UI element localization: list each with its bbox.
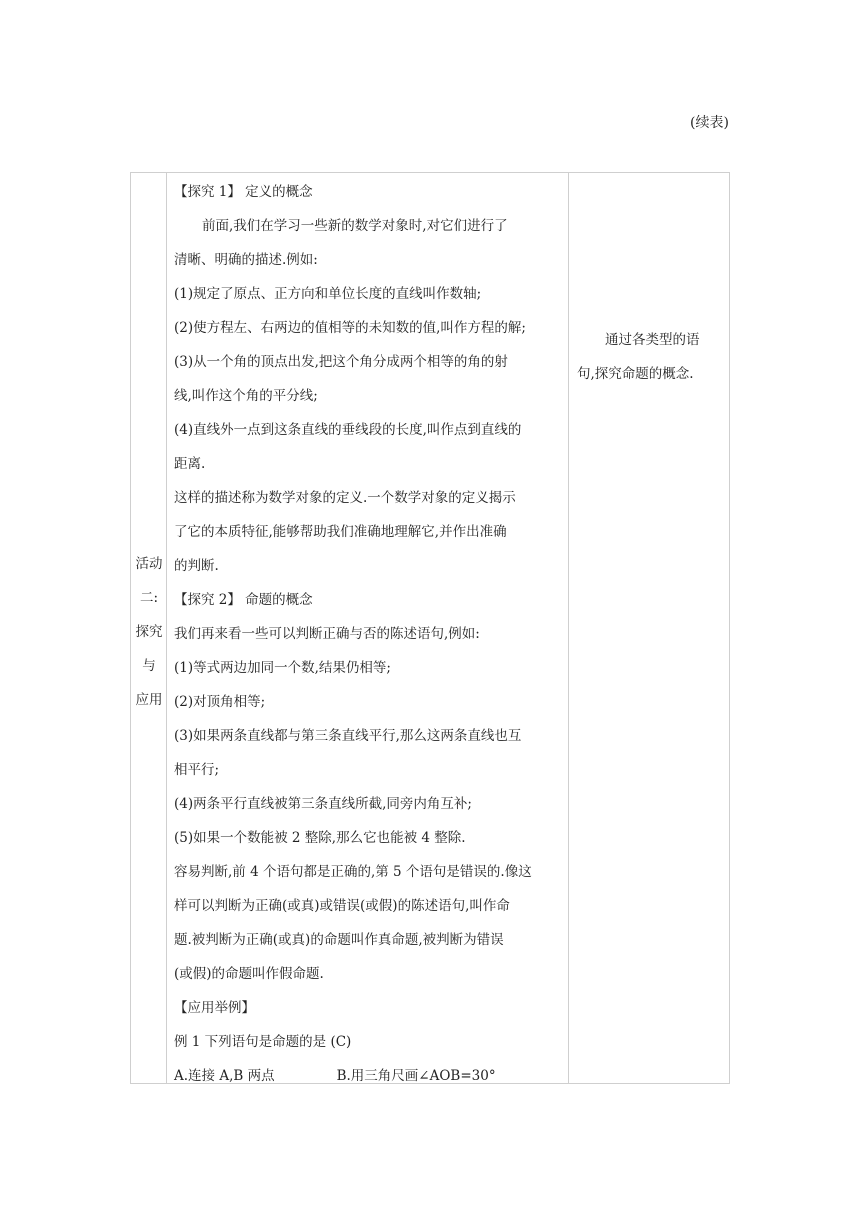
paragraph-line: 这样的描述称为数学对象的定义.一个数学对象的定义揭示 — [174, 490, 516, 506]
content-column — [167, 173, 569, 1083]
paragraph-line: 清晰、明确的描述.例如: — [174, 252, 318, 268]
paragraph-line: 前面,我们在学习一些新的数学对象时,对它们进行了 — [202, 218, 508, 234]
heading-explore-2: 【探究 2】 命题的概念 — [174, 592, 313, 608]
example-item: (5)如果一个数能被 2 整除,那么它也能被 4 整除. — [174, 830, 466, 846]
activity-label-line: 探究 — [135, 624, 163, 640]
activity-label-line: 活动 — [135, 556, 163, 572]
lesson-table — [130, 172, 730, 1084]
activity-label-line: 二: — [139, 590, 159, 606]
note-line: 句,探究命题的概念. — [577, 366, 694, 382]
activity-label-line: 应用 — [135, 692, 163, 708]
note-line: 通过各类型的语 — [605, 332, 700, 348]
example-item: (2)对顶角相等; — [174, 694, 266, 710]
paragraph-line: 的判断. — [174, 558, 219, 574]
heading-application: 【应用举例】 — [174, 1000, 255, 1016]
content-text — [174, 175, 564, 1093]
paragraph-line: 我们再来看一些可以判断正确与否的陈述语句,例如: — [174, 626, 480, 642]
option-a: A.连接 A,B 两点 — [174, 1068, 275, 1084]
paragraph-line: 题.被判断为正确(或真)的命题叫作真命题,被判断为错误 — [174, 932, 504, 948]
paragraph-line: 容易判断,前 4 个语句都是正确的,第 5 个语句是错误的.像这 — [174, 864, 532, 880]
heading-explore-1: 【探究 1】 定义的概念 — [174, 184, 313, 200]
options-row — [174, 1059, 564, 1093]
option-b: B.用三角尺画∠AOB=30° — [336, 1068, 496, 1084]
example-item: (4)两条平行直线被第三条直线所截,同旁内角互补; — [174, 796, 472, 812]
example-item: (1)规定了原点、正方向和单位长度的直线叫作数轴; — [174, 286, 482, 302]
example-item: (3)从一个角的顶点出发,把这个角分成两个相等的角的射 — [174, 354, 508, 370]
activity-label-line: 与 — [142, 658, 156, 674]
paragraph-line: 了它的本质特征,能够帮助我们准确地理解它,并作出准确 — [174, 524, 507, 540]
notes-column — [569, 173, 730, 1083]
activity-label — [131, 547, 167, 717]
paragraph-line: 样可以判断为正确(或真)或错误(或假)的陈述语句,叫作命 — [174, 898, 510, 914]
example-item: 距离. — [174, 456, 206, 472]
activity-column — [131, 173, 167, 1083]
question-stem: 例 1 下列语句是命题的是 (C) — [174, 1034, 352, 1050]
paragraph-line: (或假)的命题叫作假命题. — [174, 966, 324, 982]
example-item: 线,叫作这个角的平分线; — [174, 388, 318, 404]
continued-label: (续表) — [690, 115, 729, 131]
example-item: (3)如果两条直线都与第三条直线平行,那么这两条直线也互 — [174, 728, 522, 744]
example-item: (4)直线外一点到这条直线的垂线段的长度,叫作点到直线的 — [174, 422, 522, 438]
design-note — [577, 323, 725, 391]
example-item: 相平行; — [174, 762, 220, 778]
example-item: (1)等式两边加同一个数,结果仍相等; — [174, 660, 391, 676]
example-item: (2)使方程左、右两边的值相等的未知数的值,叫作方程的解; — [174, 320, 526, 336]
